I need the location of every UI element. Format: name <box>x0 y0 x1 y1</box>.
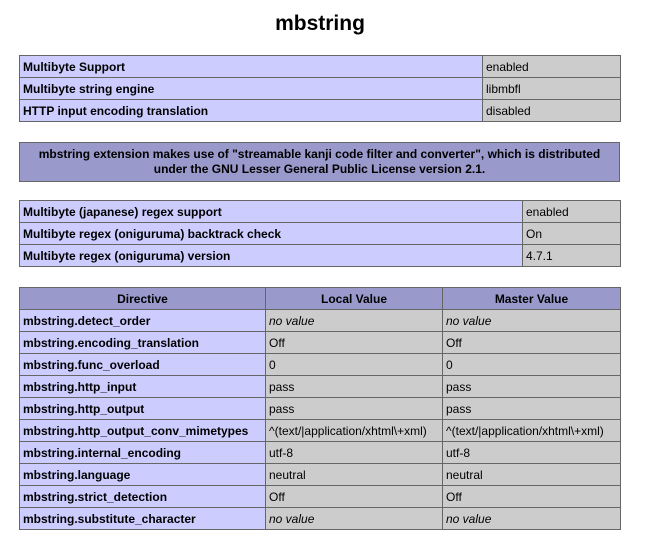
local-value: no value <box>266 310 443 332</box>
master-value: pass <box>443 376 621 398</box>
column-header-master-value: Master Value <box>443 288 621 310</box>
table-row <box>20 143 620 182</box>
table-row <box>20 376 621 398</box>
column-header-directive: Directive <box>20 288 266 310</box>
license-note: mbstring extension makes use of "streamable kanji code filter and converter", which is distributed under the GNU Lesser General Public License version 2.1. <box>20 143 620 182</box>
table-header-row <box>20 288 621 310</box>
local-value: pass <box>266 398 443 420</box>
local-value: pass <box>266 376 443 398</box>
info-table-body <box>20 56 621 122</box>
info-table <box>19 55 621 122</box>
row-label: Multibyte regex (oniguruma) backtrack check <box>20 223 523 245</box>
row-value: 4.7.1 <box>523 245 621 267</box>
table-row <box>20 245 621 267</box>
table-row <box>20 223 621 245</box>
row-label: Multibyte string engine <box>20 78 483 100</box>
master-value: utf-8 <box>443 442 621 464</box>
directive-name: mbstring.func_overload <box>20 354 266 376</box>
row-label: Multibyte Support <box>20 56 483 78</box>
table-row <box>20 464 621 486</box>
table-row <box>20 100 621 122</box>
column-header-local-value: Local Value <box>266 288 443 310</box>
row-value: enabled <box>523 201 621 223</box>
table-row <box>20 354 621 376</box>
directive-name: mbstring.language <box>20 464 266 486</box>
directive-name: mbstring.http_input <box>20 376 266 398</box>
table-row <box>20 310 621 332</box>
master-value: Off <box>443 486 621 508</box>
master-value: Off <box>443 332 621 354</box>
local-value: Off <box>266 332 443 354</box>
directive-name: mbstring.substitute_character <box>20 508 266 530</box>
regex-table <box>19 200 621 267</box>
master-value: 0 <box>443 354 621 376</box>
page-title: mbstring <box>275 12 365 35</box>
master-value: no value <box>443 310 621 332</box>
table-row <box>20 420 621 442</box>
directive-name: mbstring.http_output <box>20 398 266 420</box>
directive-name: mbstring.strict_detection <box>20 486 266 508</box>
directive-name: mbstring.encoding_translation <box>20 332 266 354</box>
master-value: ^(text/|application/xhtml\+xml) <box>443 420 621 442</box>
directives-table <box>19 287 621 530</box>
table-row <box>20 398 621 420</box>
local-value: neutral <box>266 464 443 486</box>
license-table <box>19 142 620 182</box>
row-label: Multibyte regex (oniguruma) version <box>20 245 523 267</box>
table-row <box>20 201 621 223</box>
row-value: disabled <box>483 100 621 122</box>
table-row <box>20 442 621 464</box>
local-value: Off <box>266 486 443 508</box>
table-row <box>20 56 621 78</box>
table-row <box>20 486 621 508</box>
local-value: no value <box>266 508 443 530</box>
local-value: utf-8 <box>266 442 443 464</box>
directive-name: mbstring.http_output_conv_mimetypes <box>20 420 266 442</box>
table-row <box>20 332 621 354</box>
row-label: Multibyte (japanese) regex support <box>20 201 523 223</box>
table-row <box>20 508 621 530</box>
master-value: pass <box>443 398 621 420</box>
local-value: ^(text/|application/xhtml\+xml) <box>266 420 443 442</box>
master-value: no value <box>443 508 621 530</box>
row-value: On <box>523 223 621 245</box>
master-value: neutral <box>443 464 621 486</box>
row-value: libmbfl <box>483 78 621 100</box>
table-row <box>20 78 621 100</box>
directive-name: mbstring.internal_encoding <box>20 442 266 464</box>
local-value: 0 <box>266 354 443 376</box>
row-value: enabled <box>483 56 621 78</box>
directive-name: mbstring.detect_order <box>20 310 266 332</box>
row-label: HTTP input encoding translation <box>20 100 483 122</box>
